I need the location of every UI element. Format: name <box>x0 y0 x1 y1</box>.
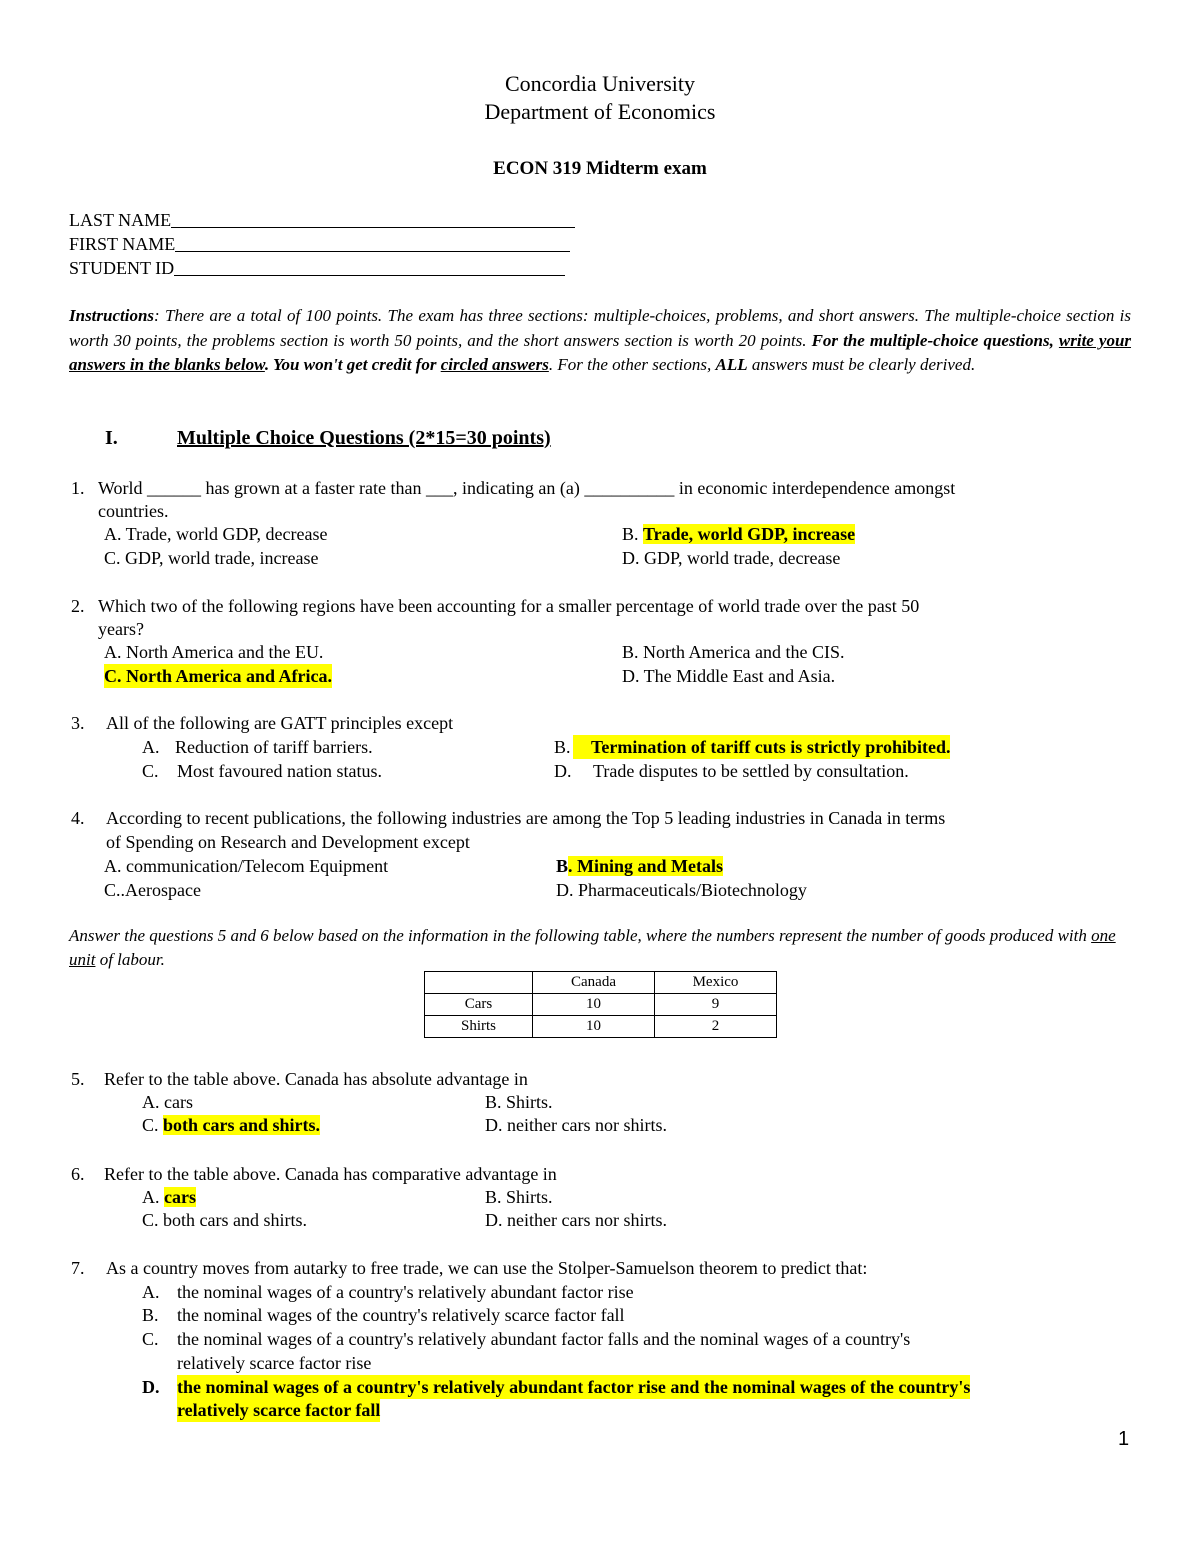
first-name-line[interactable] <box>175 233 570 252</box>
table-row: Shirts 10 2 <box>425 1016 777 1038</box>
labour-productivity-table <box>424 971 777 1038</box>
q7-option-c[interactable]: the nominal wages of a country's relatively abundant factor falls and the nominal wages of a country's <box>177 1329 911 1349</box>
exam-title: ECON 319 Midterm exam <box>493 158 707 179</box>
q7-option-c-cont[interactable]: relatively scarce factor rise <box>177 1353 372 1373</box>
q6-option-c[interactable]: C. both cars and shirts. <box>142 1210 307 1230</box>
q5-option-b[interactable]: B. Shirts. <box>485 1092 553 1112</box>
q3-option-d[interactable]: Trade disputes to be settled by consultation. <box>593 761 909 781</box>
q7-option-b[interactable]: the nominal wages of the country's relatively scarce factor fall <box>177 1305 625 1325</box>
q4-option-a[interactable]: A. communication/Telecom Equipment <box>104 856 389 876</box>
q7-option-d[interactable]: the nominal wages of a country's relatively abundant factor rise and the nominal wages of the country's <box>177 1377 971 1397</box>
q2-option-a[interactable]: A. North America and the EU. <box>104 642 324 662</box>
q6-option-b[interactable]: B. Shirts. <box>485 1187 553 1207</box>
q2-option-b[interactable]: B. North America and the CIS. <box>622 642 845 662</box>
student-id-label: STUDENT ID <box>69 258 175 278</box>
q3-option-c[interactable]: Most favoured nation status. <box>177 761 382 781</box>
student-id-field[interactable] <box>69 256 575 280</box>
q4-option-d[interactable]: D. Pharmaceuticals/Biotechnology <box>556 880 807 900</box>
q5-option-a[interactable]: A. cars <box>142 1092 193 1112</box>
page-number: 1 <box>1118 1428 1130 1450</box>
instructions: Instructions: There are a total of 100 points. The exam has three sections: multiple-choices, problems, and short answers. The multiple-choice section is worth 30 points, the problems section is worth 50 points, and the short answers section is worth 20 points. For the multiple-choice questions, write your answers in the blanks below. You won't get credit for circled answers. For the other sections, ALL answers must be clearly derived. <box>69 306 1132 374</box>
q1-option-d[interactable]: D. GDP, world trade, decrease <box>622 548 841 568</box>
q7-option-d-cont[interactable]: relatively scarce factor fall <box>177 1400 381 1420</box>
department-title: Department of Economics <box>484 99 716 124</box>
table-row: Cars 10 9 <box>425 994 777 1016</box>
exam-page: Concordia University Department of Economics ECON 319 Midterm exam LAST NAME FIRST NAME STUDENT ID Instructions: There are a total of 100 points. The exam has three sections: multiple-choices, problems, and short answers. The multiple-choice section is worth 30 points, the problems section is worth 50 points, and the short answers section is worth 20 points. For the multiple-choice questions, write your answers in the blanks below. You won't get credit for circled answers. For the other sections, ALL answers must be clearly derived. I. Multiple Choice Questions (2*15=30 points) 1. World ______ has grown at a faster rate than ___, indicating an (a) __________ in economic interdependence amongst countries. A. Trade, world GDP, decrease B. Trade, world GDP, increase C. GDP, world trade, increase D. GDP, world trade, decrease 2. Which two of the following regions have been accounting for a smaller percentage of world trade over the past 50 years? A. North America and the EU. B. North America and the CIS. C. North America and Africa. D. The Middle East and Asia. 3. All of the following are GATT principles except A. Reduction of tariff barriers. B. Termination of tariff cuts is strictly prohibited. C. Most favoured nation status. D. Trade disputes to be settled by consultation. 4. According to recent publications, the following industries are among the Top 5 leading industries in Canada in terms of Spending on Research and Development except A. communication/Telecom Equipment B. Mining and Metals C..Aerospace D. Pharmaceuticals/Biotechnology Answer the questions 5 and 6 below based on the information in the following table, where the numbers represent the number of goods produced with one unit of labour. Canada Mexico Cars 10 9 Shirts 10 2 5. Refer to the table above. Canada has absolute advantage in A. cars B. Shirts. C. both cars and shirts. D. neither cars nor shirts. 6. Refer to the table above. Canada has comparative advantage in A. cars B. Shirts. C. both cars and shirts. D. neither cars nor shirts. 7. As a country moves from autarky to free trade, we can use the Stolper-Samuelson theorem to predict that: A. the nominal wages of a country's relatively abundant factor rise B. the nominal wages of the country's relatively scarce factor fall C. the nominal wages of a country's relatively abundant factor falls and the nominal wages of a country's relatively scarce factor rise D. the nominal wages of a country's relatively abundant factor rise and the nominal wages of the country's relatively scarce factor fall 1 <box>0 0 1200 1553</box>
last-name-field[interactable] <box>69 208 575 232</box>
table-header-row: Canada Mexico <box>425 972 777 994</box>
q4-option-b[interactable]: B. Mining and Metals <box>556 856 724 876</box>
q1-option-c[interactable]: C. GDP, world trade, increase <box>104 548 319 568</box>
q2-option-c[interactable]: C. North America and Africa. <box>104 666 332 686</box>
q3-option-a[interactable]: Reduction of tariff barriers. <box>175 737 373 757</box>
q3-option-b[interactable]: Termination of tariff cuts is strictly prohibited. <box>573 735 950 759</box>
q2-option-d[interactable]: D. The Middle East and Asia. <box>622 666 836 686</box>
table-note: Answer the questions 5 and 6 below based on the information in the following table, where the numbers represent the number of goods produced with one unit of labour. <box>69 926 1116 969</box>
student-info-fields <box>69 208 575 280</box>
first-name-label: FIRST NAME <box>69 234 176 254</box>
q5-option-d[interactable]: D. neither cars nor shirts. <box>485 1115 667 1135</box>
last-name-line[interactable] <box>171 209 575 228</box>
first-name-field[interactable] <box>69 232 575 256</box>
q1-option-b[interactable]: B. Trade, world GDP, increase <box>622 524 856 544</box>
q7-option-a[interactable]: the nominal wages of a country's relatively abundant factor rise <box>177 1282 634 1302</box>
q5-option-c[interactable]: C. both cars and shirts. <box>142 1115 321 1135</box>
q1-option-a[interactable]: A. Trade, world GDP, decrease <box>104 524 328 544</box>
last-name-label: LAST NAME <box>69 210 172 230</box>
university-title: Concordia University <box>504 71 696 96</box>
section-number: I. <box>105 427 118 449</box>
q6-option-d[interactable]: D. neither cars nor shirts. <box>485 1210 667 1230</box>
section-title: Multiple Choice Questions (2*15=30 points) <box>177 427 551 449</box>
q4-option-c[interactable]: C..Aerospace <box>104 880 201 900</box>
instructions-label: Instructions <box>69 306 155 325</box>
student-id-line[interactable] <box>174 257 565 276</box>
q6-option-a[interactable]: A. cars <box>142 1187 196 1207</box>
